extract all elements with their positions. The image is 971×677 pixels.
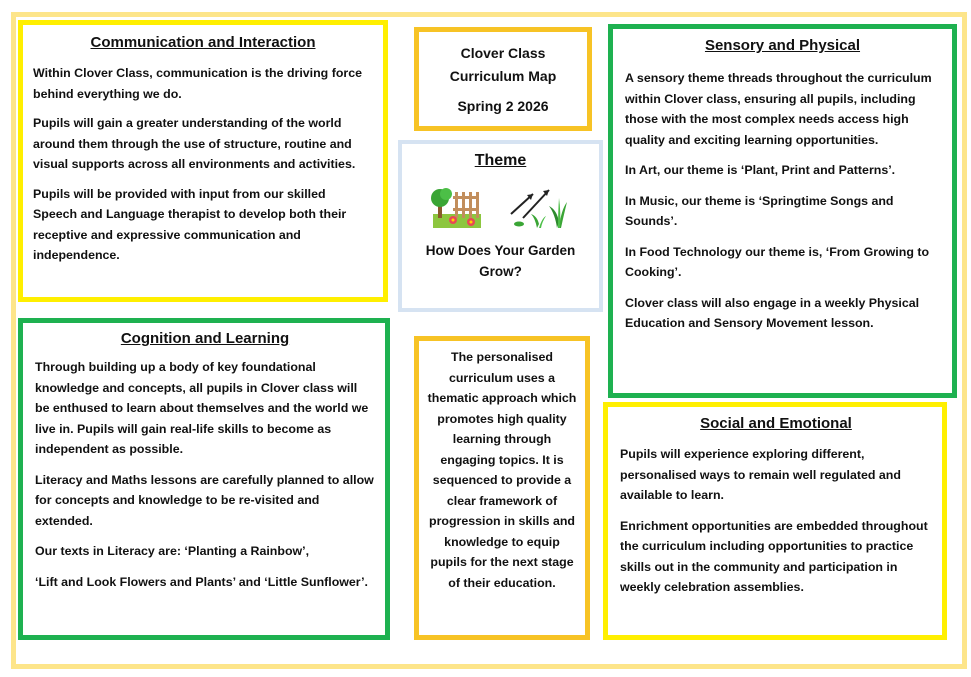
social-panel xyxy=(603,402,947,640)
cognition-paragraph: ‘Lift and Look Flowers and Plants’ and ‘Little Sunflower’. xyxy=(35,574,368,589)
communication-paragraph: Pupils will be provided with input from our skilled Speech and Language therapist to develop both their receptive and expressive communication and independence. xyxy=(33,186,347,262)
document-title: Curriculum Map xyxy=(449,68,557,84)
cognition-paragraph: Literacy and Maths lessons are carefully planned to allow for concepts and knowledge to be re-visited and extended. xyxy=(35,472,374,528)
class-name: Clover Class xyxy=(460,45,546,61)
garden-icon xyxy=(431,184,483,230)
sensory-paragraph: In Art, our theme is ‘Plant, Print and Patterns’. xyxy=(625,163,896,177)
sensory-paragraph: In Music, our theme is ‘Springtime Songs and Sounds’. xyxy=(625,193,894,228)
cognition-paragraph: Our texts in Literacy are: ‘Planting a Rainbow’, xyxy=(35,544,310,558)
social-paragraph: Pupils will experience exploring different, personalised ways to remain well regulated and available to learn. xyxy=(620,447,901,502)
theme-panel xyxy=(398,140,603,312)
cognition-heading: Cognition and Learning xyxy=(120,330,290,347)
theme-subtitle: Grow? xyxy=(479,264,522,279)
sensory-heading: Sensory and Physical xyxy=(704,37,861,54)
social-paragraph: Enrichment opportunities are embedded throughout the curriculum including opportunities to practice skills out in the community and participation in weekly celebration assemblies. xyxy=(620,518,928,594)
social-heading: Social and Emotional xyxy=(700,415,852,432)
title-panel xyxy=(414,27,592,131)
plant-growth-icon xyxy=(509,184,571,230)
approach-text: The personalised curriculum uses a thematic approach which promotes high quality learning through engaging topics. It is sequenced to provide a clear framework of progression in skills and knowledge to equip pupils for the next stage of their education. xyxy=(427,350,577,590)
cognition-panel xyxy=(18,318,390,640)
theme-heading: Theme xyxy=(474,152,527,169)
communication-paragraph: Within Clover Class, communication is the driving force behind everything we do. xyxy=(33,66,362,101)
theme-subtitle: How Does Your Garden xyxy=(425,243,576,258)
term-label: Spring 2 2026 xyxy=(457,98,549,114)
sensory-paragraph: In Food Technology our theme is, ‘From Growing to Cooking’. xyxy=(625,244,930,279)
sensory-paragraph: A sensory theme threads throughout the curriculum within Clover class, ensuring all pupils, including those with the most complex needs access high quality and exciting learning opportunities. xyxy=(625,71,932,147)
approach-panel xyxy=(414,336,590,640)
sensory-panel xyxy=(608,24,957,398)
communication-panel xyxy=(18,20,388,302)
cognition-paragraph: Through building up a body of key foundational knowledge and concepts, all pupils in Clover class will be enthused to learn about themselves and the world we live in. Pupils will gain real-life skills to become as independent as possible. xyxy=(35,360,369,456)
sensory-paragraph: Clover class will also engage in a weekly Physical Education and Sensory Movement lesson. xyxy=(625,295,920,330)
communication-paragraph: Pupils will gain a greater understanding of the world around them through the use of structure, routine and visual supports across all environments and activities. xyxy=(33,116,356,171)
communication-heading: Communication and Interaction xyxy=(90,34,316,51)
